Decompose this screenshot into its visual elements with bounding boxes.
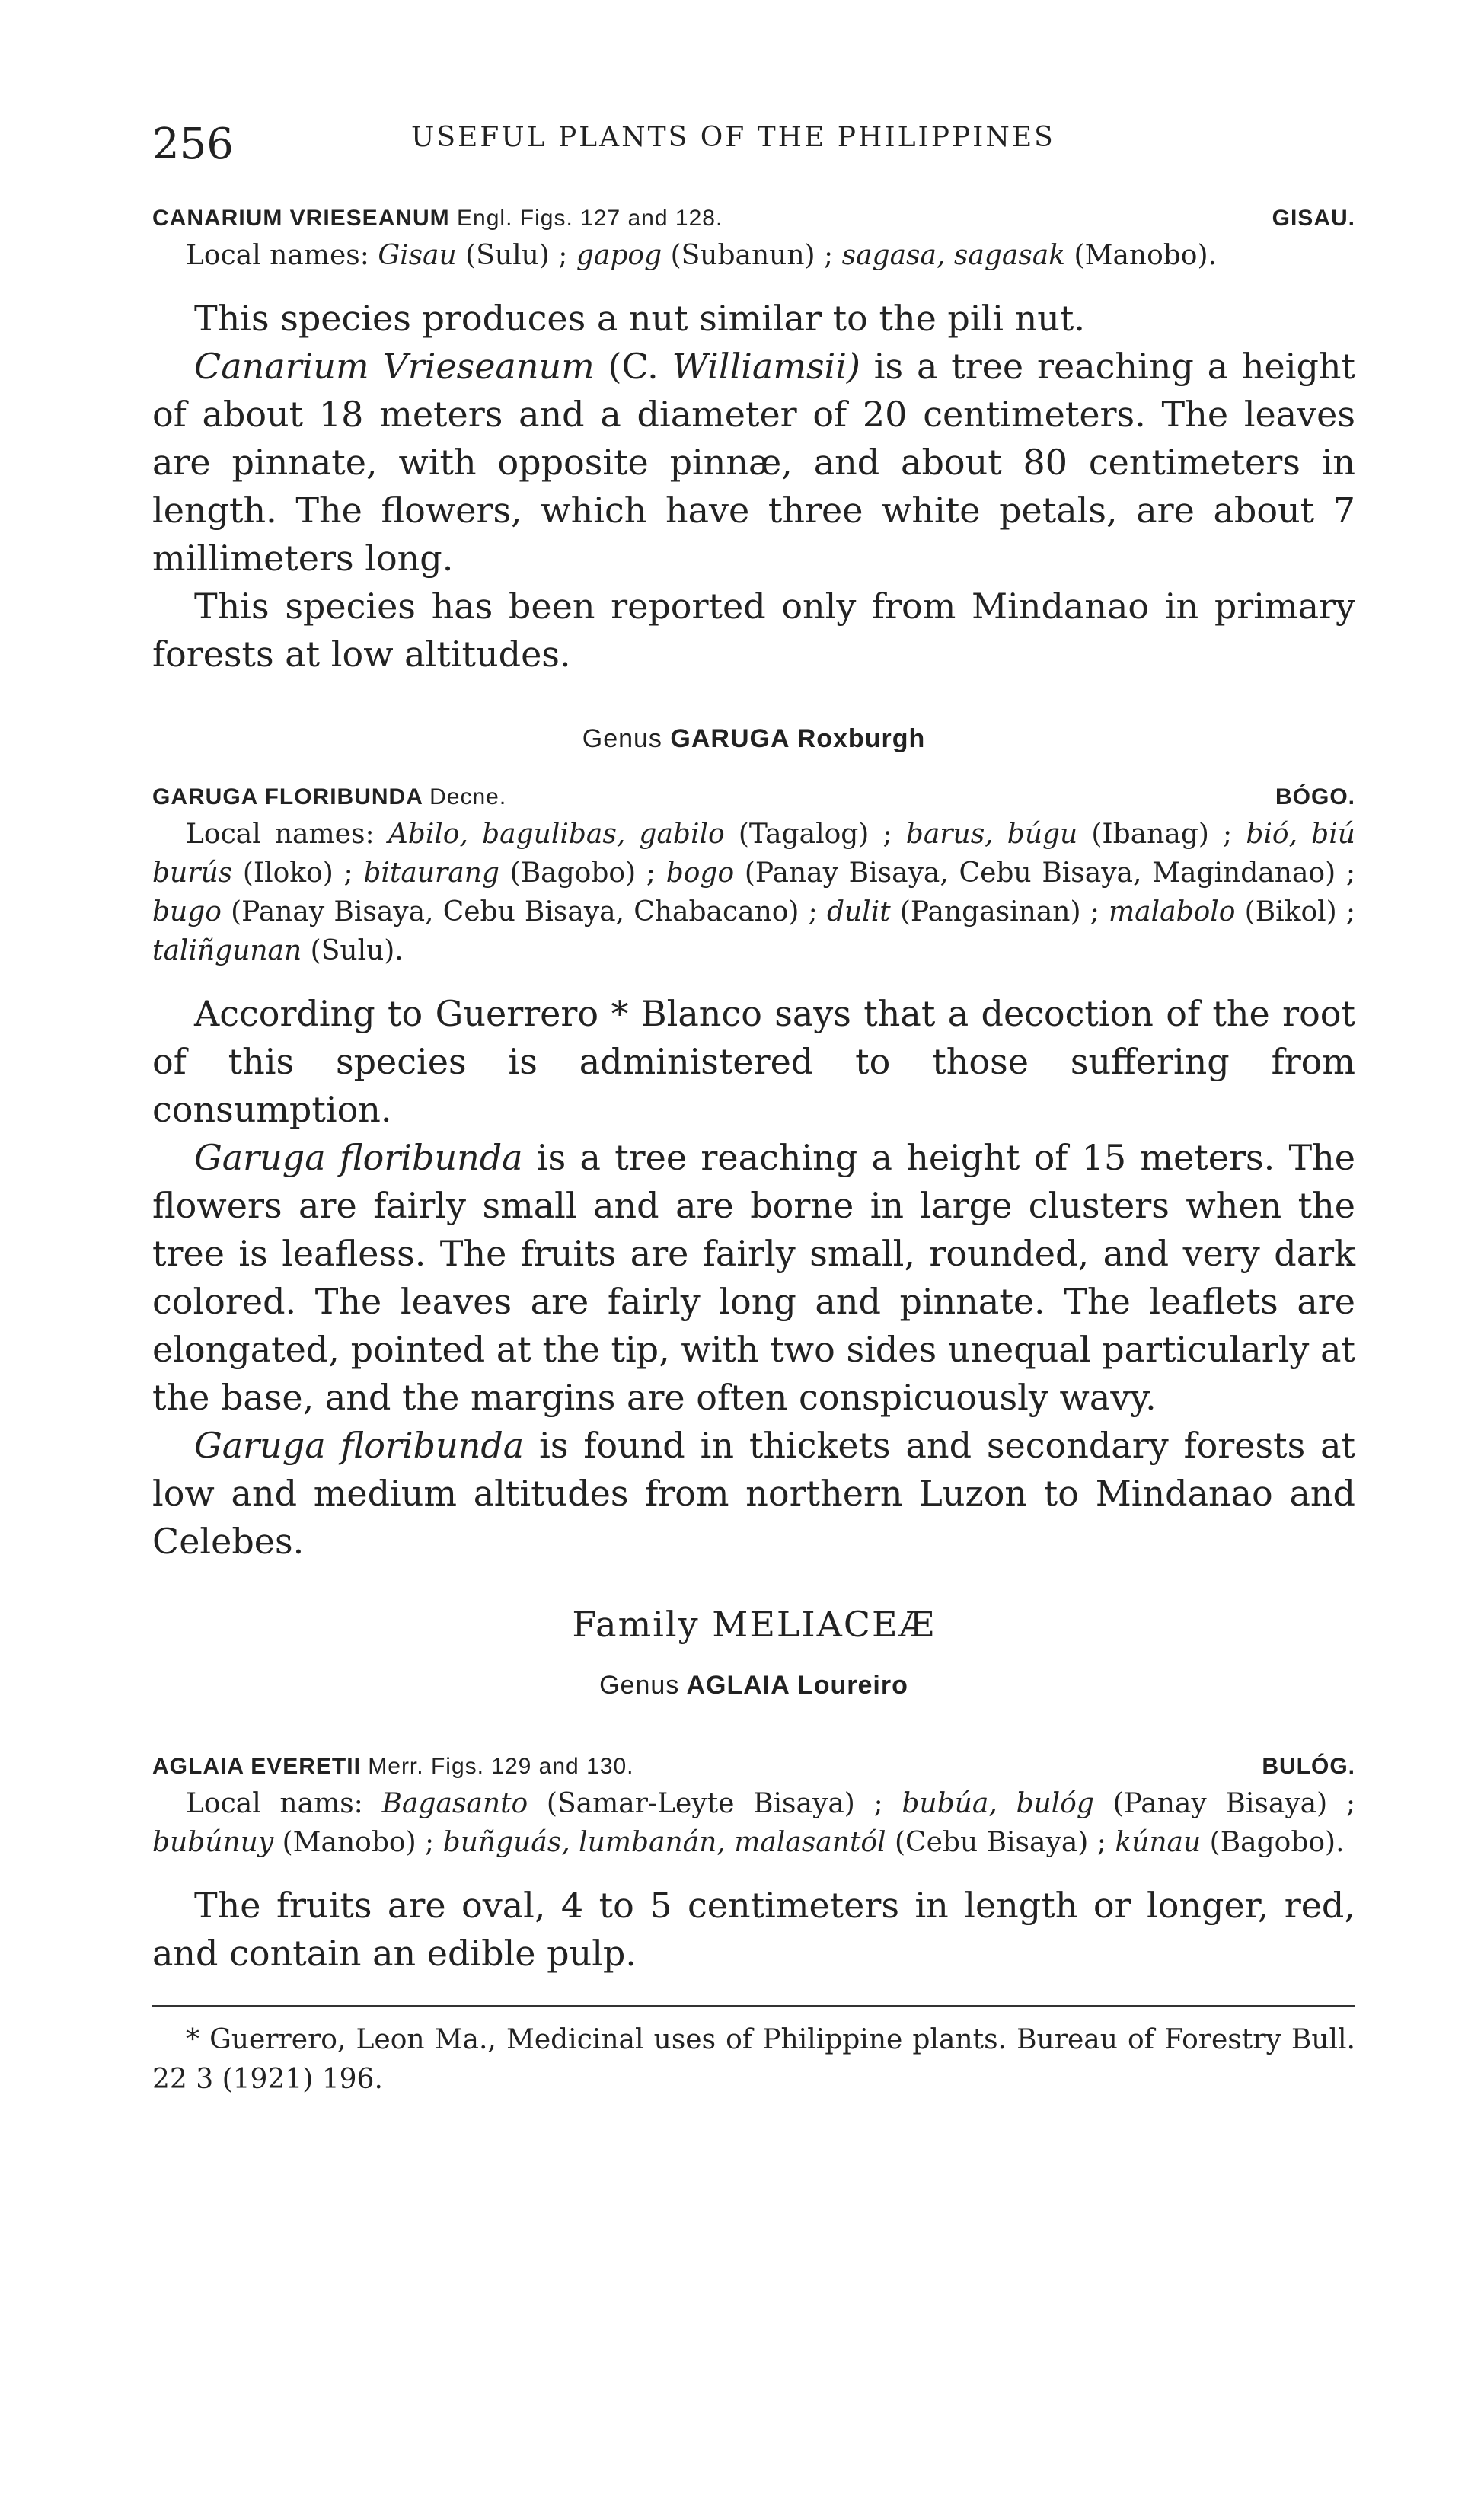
local-names-label: Local names:: [186, 819, 375, 850]
local-region: (Tagalog) ;: [738, 819, 892, 850]
aglaia-entry-heading: [152, 1754, 1355, 1780]
family-label: Family: [572, 1604, 700, 1645]
local-region: (Manobo).: [1074, 240, 1217, 271]
footnote-divider: [152, 2005, 1355, 2007]
aglaia-authority: Merr.: [368, 1754, 424, 1779]
genus-garuga-heading: [152, 724, 1355, 754]
aglaia-paragraph-1: The fruits are oval, 4 to 5 centimeters in length or longer, red, and contain an edible pulp.: [152, 1885, 1355, 1974]
genus-author: Roxburgh: [796, 724, 926, 753]
local-region: (Subanun) ;: [670, 240, 834, 271]
local-region: (Samar-Leyte Bisaya) ;: [546, 1788, 883, 1819]
local-name: Bagasanto: [381, 1788, 528, 1819]
local-names-label: Local nams:: [186, 1788, 363, 1819]
local-name: bitaurang: [363, 857, 499, 889]
canarium-common-name: GISAU.: [1272, 206, 1355, 231]
local-name: Gisau: [378, 240, 457, 271]
local-name: kúnau: [1115, 1827, 1202, 1858]
garuga-local-names: [152, 815, 1355, 970]
canarium-species-name: CANARIUM VRIESEANUM: [152, 206, 450, 231]
genus-label: Genus: [582, 724, 662, 753]
canarium-authority: Engl.: [457, 206, 513, 231]
local-region: (Bikol) ;: [1244, 896, 1356, 928]
canarium-paragraph-2: [152, 343, 1355, 583]
local-name: taliñgunan: [152, 935, 302, 966]
page-number: 256: [152, 120, 234, 169]
canarium-paragraph-1: This species produces a nut similar to the pili nut.: [194, 298, 1085, 339]
footnote: [152, 2020, 1355, 2099]
local-name: bogo: [665, 857, 735, 889]
aglaia-species-name: AGLAIA EVERETII: [152, 1754, 361, 1779]
footnote-text: * Guerrero, Leon Ma., Medicinal uses of Philippine plants. Bureau of Forestry Bull. 22 3 (1921) 196.: [152, 2024, 1355, 2095]
species-italic: Williamsii): [672, 346, 860, 387]
local-name: dulit: [826, 896, 891, 928]
garuga-paragraph-1: According to Guerrero * Blanco says that a decoction of the root of this species is administered to those suffering from consumption.: [152, 993, 1355, 1130]
local-region: (Bagobo).: [1209, 1827, 1345, 1858]
text-run: is found in thickets and secondary forests at low and medium altitudes from northern Luzon to Mindanao and Celebes.: [152, 1425, 1356, 1562]
book-page: [152, 114, 1355, 2099]
garuga-entry-heading: [152, 784, 1355, 810]
local-region: (Sulu) ;: [465, 240, 568, 271]
local-region: (Sulu).: [310, 935, 404, 966]
text-run: (C.: [608, 346, 659, 387]
species-italic: Canarium Vrieseanum: [194, 346, 595, 387]
canarium-entry-heading: [152, 206, 1355, 232]
local-name: bubúa, bulóg: [902, 1788, 1094, 1819]
local-region: (Cebu Bisaya) ;: [895, 1827, 1106, 1858]
local-region: (Ibanag) ;: [1091, 819, 1233, 850]
genus-name: AGLAIA: [686, 1671, 790, 1700]
local-region: (Bagobo) ;: [509, 857, 656, 889]
species-italic: Garuga floribunda: [194, 1425, 525, 1466]
aglaia-figs: Figs. 129 and 130.: [430, 1754, 634, 1779]
garuga-common-name: BÓGO.: [1275, 784, 1355, 809]
species-italic: Garuga floribunda: [194, 1137, 523, 1178]
garuga-paragraph-3: [152, 1422, 1355, 1566]
local-region: (Panay Bisaya, Cebu Bisaya, Chabacano) ;: [231, 896, 818, 928]
canarium-paragraph-3: This species has been reported only from Mindanao in primary forests at low altitudes.: [152, 586, 1355, 675]
genus-aglaia-heading: [152, 1671, 1355, 1700]
local-name: buñguás, lumbanán, malasantól: [442, 1827, 886, 1858]
local-region: (Panay Bisaya) ;: [1112, 1788, 1355, 1819]
text-run: is a tree reaching a height of about 18 meters and a diameter of 20 centimeters. The leaves are pinnate, with opposite pinnæ, and about 80 centimeters in length. The flowers, which have three white petals, are about 7 millimeters long.: [152, 346, 1356, 579]
local-region: (Pangasinan) ;: [899, 896, 1099, 928]
local-name: gapog: [576, 240, 662, 271]
canarium-local-names: [152, 236, 1355, 275]
local-name: sagasa, sagasak: [841, 240, 1066, 271]
local-names-label: Local names:: [186, 240, 369, 271]
aglaia-local-names: [152, 1784, 1355, 1862]
local-name: malabolo: [1109, 896, 1236, 928]
genus-label: Genus: [599, 1671, 680, 1700]
canarium-figs: Figs. 127 and 128.: [519, 206, 723, 231]
aglaia-common-name: BULÓG.: [1262, 1754, 1355, 1779]
local-name: bugo: [152, 896, 222, 928]
garuga-paragraph-2: [152, 1134, 1355, 1422]
local-region: (Manobo) ;: [282, 1827, 435, 1858]
genus-author: Loureiro: [796, 1671, 908, 1700]
garuga-authority: Decne.: [429, 784, 507, 809]
local-region: (Iloko) ;: [242, 857, 353, 889]
running-title: USEFUL PLANTS OF THE PHILIPPINES: [411, 122, 1055, 153]
local-name: bió, biú burús: [152, 819, 1355, 889]
genus-name: GARUGA: [670, 724, 790, 753]
local-name: barus, búgu: [905, 819, 1078, 850]
text-run: is a tree reaching a height of 15 meters. The flowers are fairly small and are borne in large clusters when the tree is leafless. The fruits are fairly small, rounded, and very dark colored. The leaves are fairly long and pinnate. The leaflets are elongated, pointed at the tip, with two sides unequal particularly at the base, and the margins are often conspicuously wavy.: [152, 1137, 1356, 1418]
local-name: Abilo, bagulibas, gabilo: [388, 819, 725, 850]
local-name: bubúnuy: [152, 1827, 274, 1858]
local-region: (Panay Bisaya, Cebu Bisaya, Magindanao) ;: [744, 857, 1355, 889]
garuga-species-name: GARUGA FLORIBUNDA: [152, 784, 423, 809]
family-heading: [152, 1604, 1355, 1645]
page-header: [152, 114, 1355, 175]
family-name: MELIACEÆ: [712, 1604, 936, 1645]
